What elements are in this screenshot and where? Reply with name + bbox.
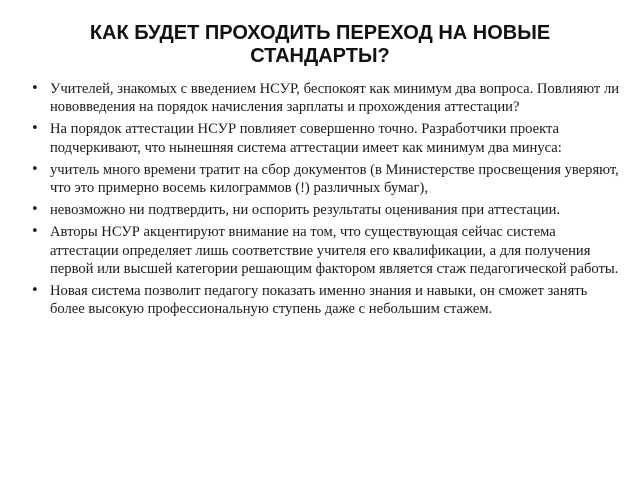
- list-item: [30, 80, 620, 116]
- bullet-text: Новая система позволит педагогу показать именно знания и навыки, он сможет занять более высокую профессиональную ступень даже с небольшим стажем.: [50, 283, 588, 318]
- bullet-dot-icon: •: [31, 202, 39, 218]
- list-item: [30, 282, 620, 318]
- bullet-list: [30, 80, 620, 322]
- bullet-text: На порядок аттестации НСУР повлияет совершенно точно. Разработчики проекта подчеркивают, что нынешняя система аттестации имеет как минимум два минуса:: [50, 121, 562, 156]
- bullet-text: учитель много времени тратит на сбор документов (в Министерстве просвещения уверяют, что это примерно восемь килограммов (!) различных бумаг),: [50, 161, 619, 197]
- bullet-dot-icon: •: [31, 224, 39, 240]
- bullet-dot-icon: •: [31, 161, 39, 177]
- list-item: [30, 120, 620, 156]
- slide-title: КАК БУДЕТ ПРОХОДИТЬ ПЕРЕХОД НА НОВЫЕ СТАНДАРТЫ?: [89, 22, 551, 67]
- list-item: [30, 223, 620, 278]
- bullet-dot-icon: •: [31, 283, 39, 299]
- bullet-dot-icon: •: [31, 81, 39, 96]
- bullet-text: Учителей, знакомых с введением НСУР, беспокоят как минимум два вопроса. Повлияют ли нововведения на порядок начисления зарплаты и прохождения аттестации?: [50, 81, 620, 116]
- list-item: [30, 201, 620, 219]
- list-item: [30, 161, 620, 197]
- bullet-text: невозможно ни подтвердить, ни оспорить результаты оценивания при аттестации.: [50, 202, 561, 219]
- bullet-text: Авторы НСУР акцентируют внимание на том, что существующая сейчас система аттестации определяет лишь соответствие учителя его квалификации, а для получения первой или высшей категории решающим фактором является стаж педагогической работы.: [50, 224, 619, 277]
- bullet-dot-icon: •: [31, 121, 39, 137]
